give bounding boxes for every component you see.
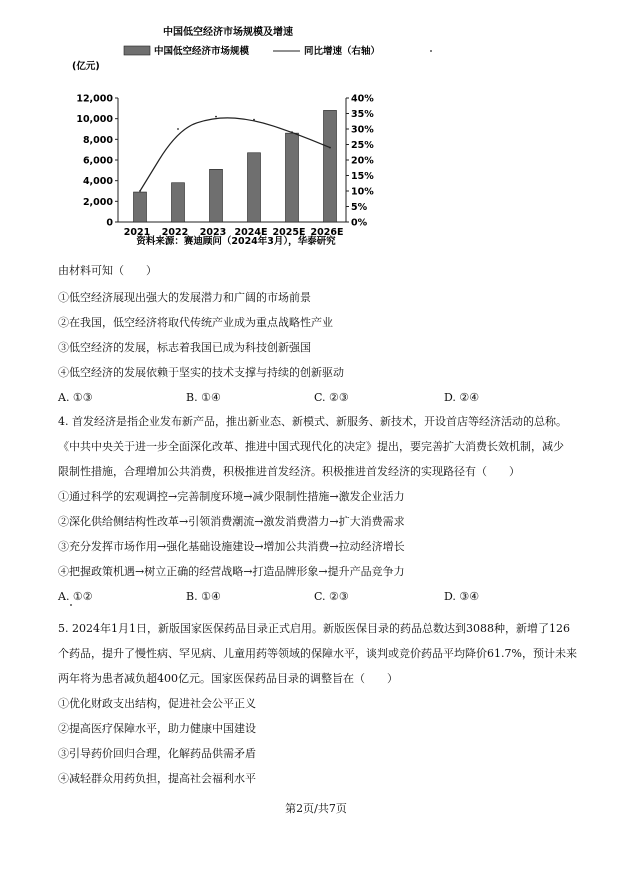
legend-line-label: 同比增速（右轴） [304,46,381,57]
scan-speck [430,50,432,52]
q3-item-3: ③低空经济的发展，标志着我国已成为科技创新强国 [58,341,311,354]
x-tick-label: 2022 [161,227,189,238]
q4-item-1: ①通过科学的宏观调控→完善制度环境→减少限制性措施→激发企业活力 [58,490,405,503]
chart-bars [134,110,337,222]
q4-option-a[interactable]: A. ①② [58,590,93,603]
chart-title: 中国低空经济市场规模及增速 [163,27,293,38]
q5-item-2: ②提高医疗保障水平，助力健康中国建设 [58,722,256,735]
chart-source: 资料来源：赛迪顾问（2024年3月），华泰研究 [136,236,336,247]
y-right-tick-label: 15% [351,171,374,182]
y-right-tick-label: 20% [351,155,374,167]
y-left-tick-label: 0 [106,217,113,229]
q4-item-2: ②深化供给侧结构性改革→引领消费潮流→激发消费潜力→扩大消费需求 [58,515,405,528]
y-left-tick-label: 8,000 [82,134,113,146]
q4-item-3: ③充分发挥市场作用→强化基础设施建设→增加公共消费→拉动经济增长 [58,540,405,553]
q5-stem-line-2: 个药品，提升了慢性病、罕见病、儿童用药等领域的保障水平，谈判或竞价药品平均降价61.7%，预计未来 [58,647,577,660]
q3-item-1: ①低空经济展现出强大的发展潜力和广阔的市场前景 [58,291,311,304]
q5-item-3: ③引导药价回归合理，化解药品供需矛盾 [58,747,256,760]
q3-stem: 由材料可知（ ） [58,264,157,277]
q3-option-d[interactable]: D. ②④ [444,391,480,404]
legend-bar-label: 中国低空经济市场规模 [154,46,250,57]
q5-item-1: ①优化财政支出结构，促进社会公平正义 [58,697,256,710]
growth-point-2025E [291,131,293,133]
y-left-unit: (亿元) [72,61,100,72]
q4-stem-line-3: 限制性措施，合理增加公共消费，积极推进首发经济。积极推进首发经济的实现路径有（ ） [58,465,520,478]
y-left-tick-label: 10,000 [76,114,113,126]
y-right-tick-label: 25% [351,140,374,151]
y-right-tick-label: 40% [351,93,374,105]
growth-line-path [140,118,330,191]
growth-point-2023 [215,116,217,118]
q3-option-a[interactable]: A. ①③ [58,391,93,404]
y-right-tick-label: 35% [351,109,374,120]
bar-2024E [248,153,261,222]
q4-item-4: ④把握政策机遇→树立正确的经营战略→打造品牌形象→提升产品竞争力 [58,565,405,578]
bar-2026E [324,110,337,222]
q4-option-c[interactable]: C. ②③ [314,590,349,603]
y-right-tick-label: 5% [351,202,368,213]
y-right-tick-label: 30% [351,124,374,136]
x-tick-label: 2025E [272,227,306,238]
q5-stem-line-1: 5. 2024年1月1日，新版国家医保药品目录正式启用。新版医保目录的药品总数达到3088种，新增了126 [58,622,570,635]
y-left-tick-label: 2,000 [82,196,113,208]
bar-2025E [286,133,299,222]
growth-point-2026E [329,147,331,149]
q4-option-b[interactable]: B. ①④ [186,590,221,603]
x-tick-label: 2023 [199,227,227,238]
q5-item-4: ④减轻群众用药负担，提高社会福利水平 [58,772,256,785]
chart-growth-line [139,116,331,192]
x-tick-label: 2021 [123,227,151,238]
q4-stem-line-2: 《中共中央关于进一步全面深化改革、推进中国式现代化的决定》提出，要完善扩大消费长效机制，减少 [58,440,564,453]
q5-stem-line-3: 两年将为患者减负超400亿元。国家医保药品目录的调整旨在（ ） [58,672,398,685]
q3-item-2: ②在我国，低空经济将取代传统产业成为重点战略性产业 [58,316,333,329]
y-left-tick-label: 6,000 [82,155,113,167]
legend-bar-swatch [124,46,150,55]
y-left-tick-label: 12,000 [76,93,113,105]
growth-point-2021 [139,190,141,192]
q4-option-d[interactable]: D. ③④ [444,590,480,603]
q3-options [58,391,558,405]
y-right-tick-label: 10% [351,186,374,198]
y-right-tick-label: 0% [351,217,368,229]
growth-point-2024E [253,119,255,121]
chart-axes [115,98,349,222]
x-tick-label: 2024E [234,227,268,238]
q4-stem-line-1: 4. 首发经济是指企业发布新产品，推出新业态、新模式、新服务、新技术，开设首店等经济活动的总称。 [58,415,567,428]
page-footer: 第2页/共7页 [285,802,347,815]
bar-2023 [210,169,223,222]
q4-options [58,590,558,604]
x-tick-label: 2026E [310,227,344,238]
market-size-chart [72,22,398,250]
growth-point-2022 [177,128,179,130]
scan-speck [70,604,72,606]
bar-2021 [134,192,147,222]
bar-2022 [172,183,185,222]
q3-option-b[interactable]: B. ①④ [186,391,221,404]
q3-option-c[interactable]: C. ②③ [314,391,349,404]
q3-item-4: ④低空经济的发展依赖于坚实的技术支撑与持续的创新驱动 [58,366,344,379]
y-left-tick-label: 4,000 [82,176,113,188]
